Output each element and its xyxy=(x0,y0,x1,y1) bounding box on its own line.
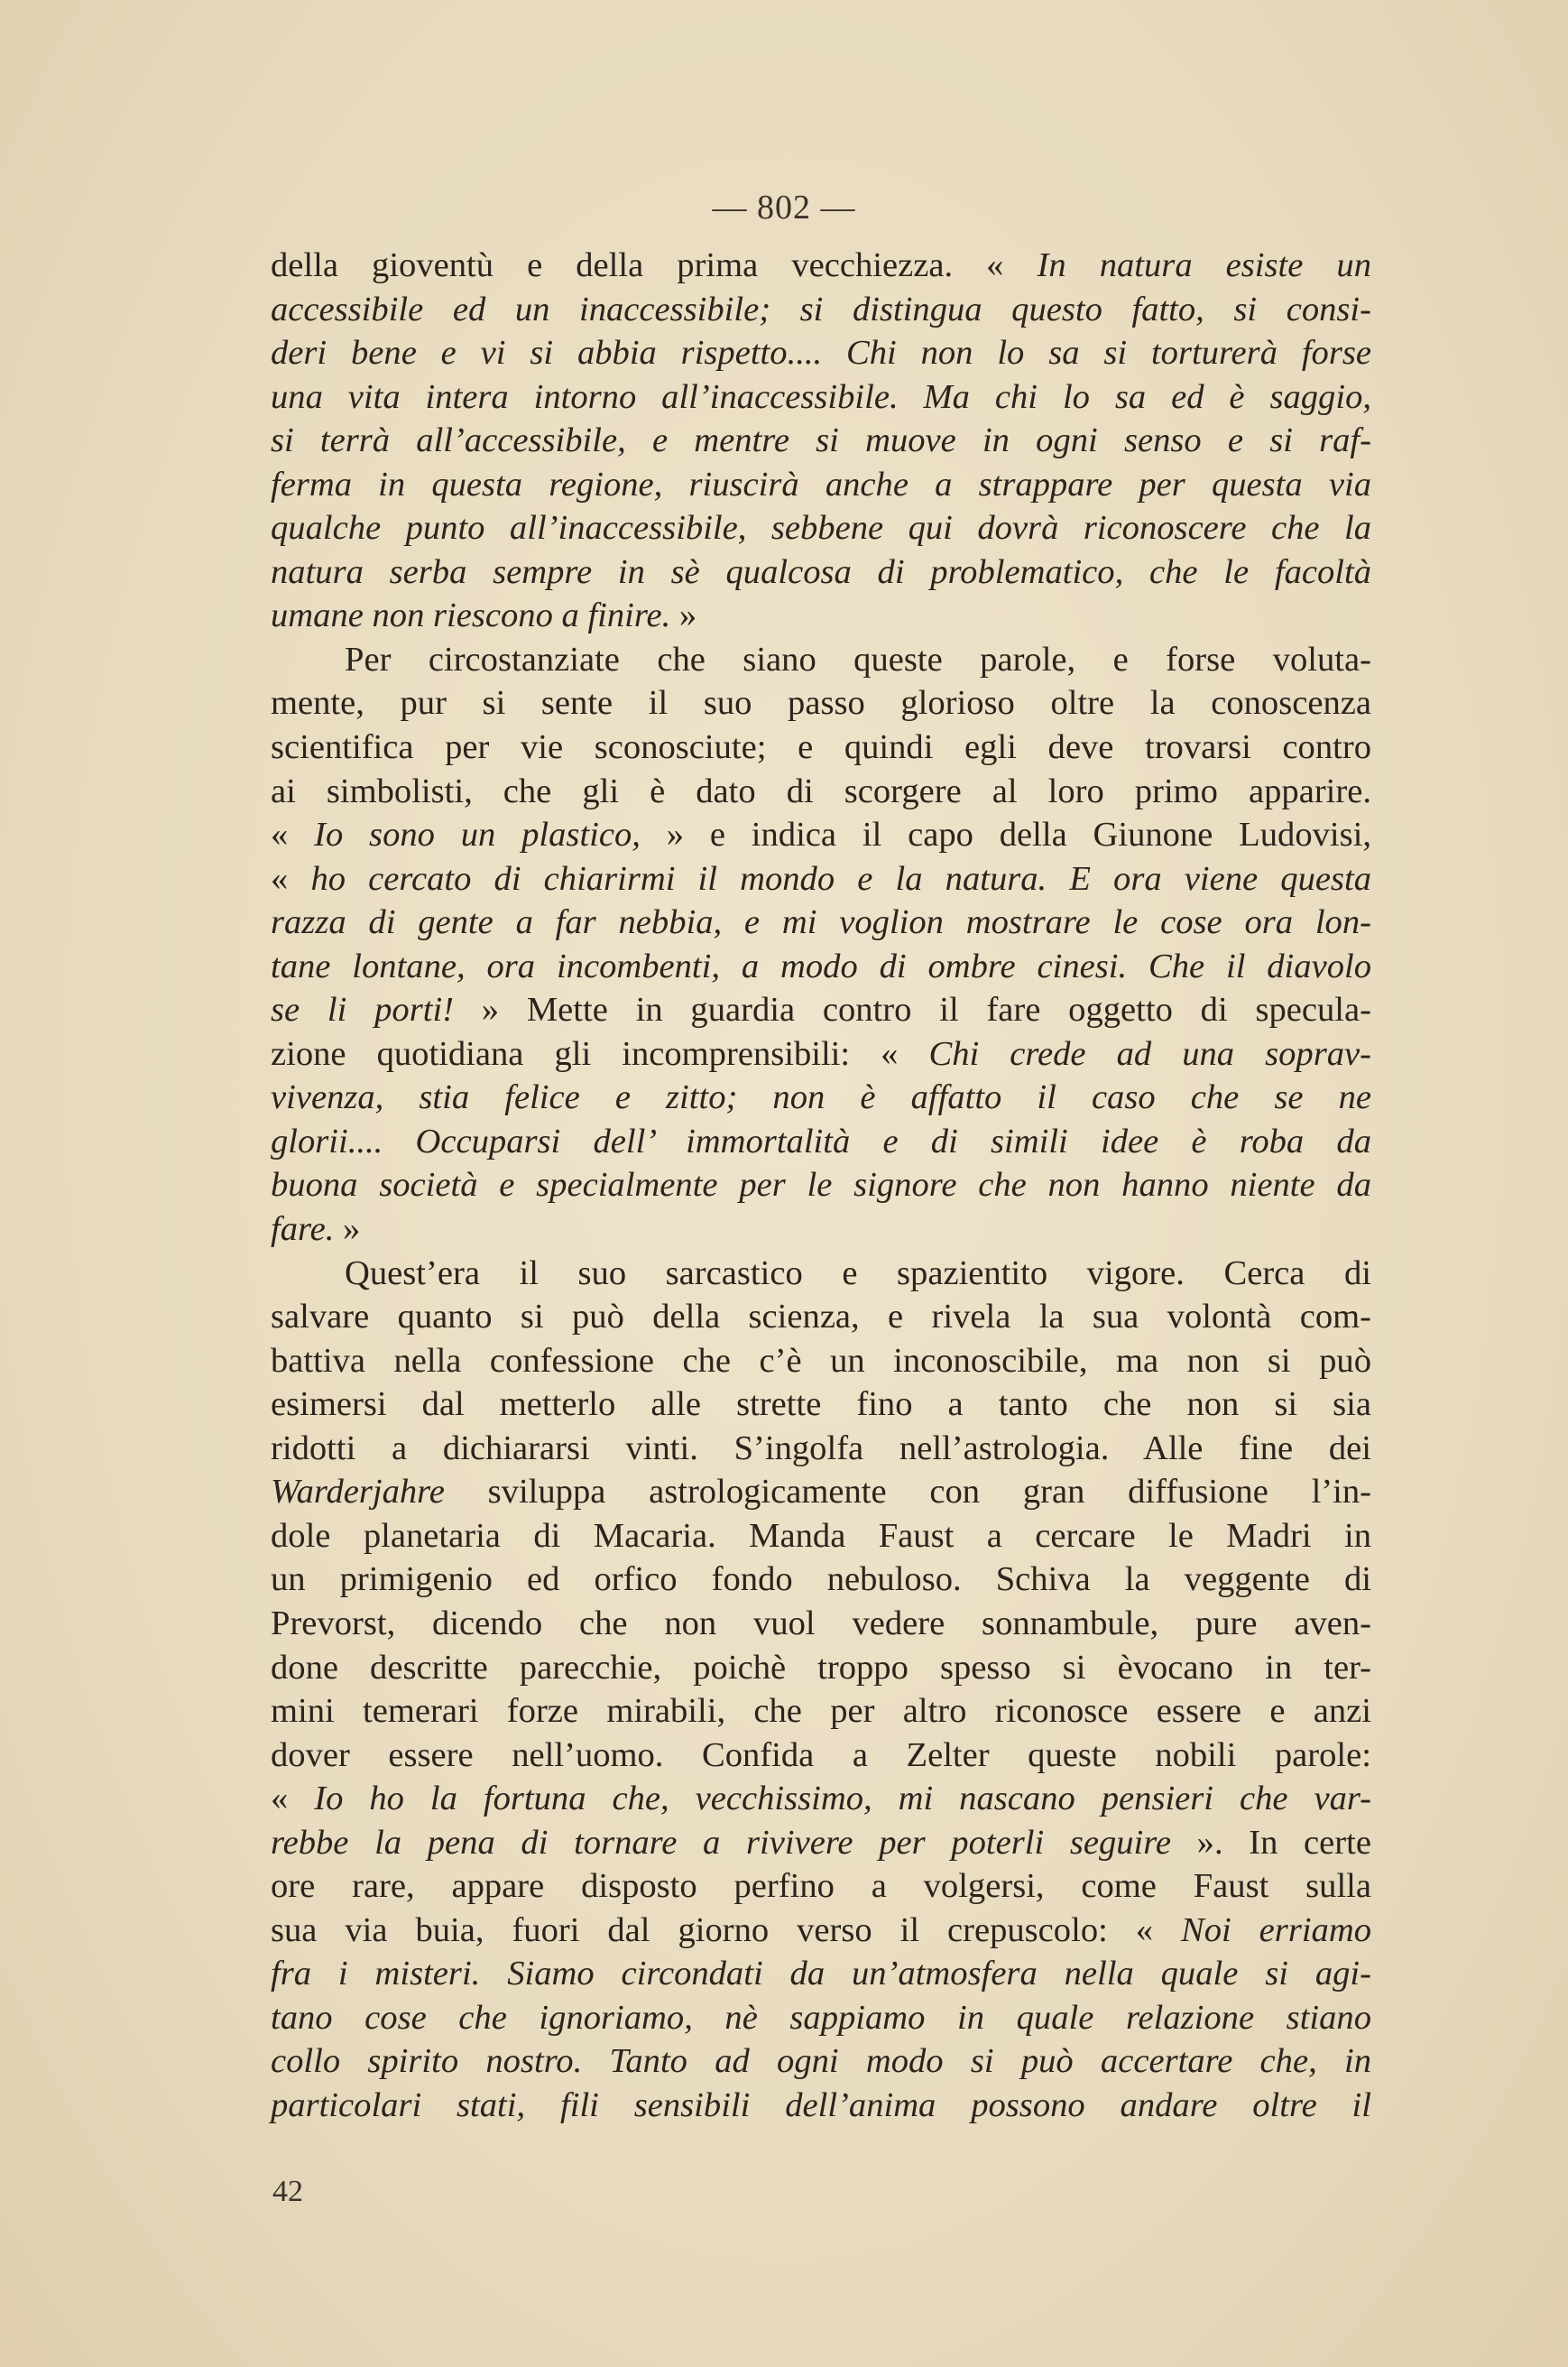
text-segment: ». In certe xyxy=(1170,1823,1371,1862)
text-line xyxy=(271,638,1371,682)
text-line xyxy=(271,857,1371,901)
text-line xyxy=(271,288,1371,332)
text-segment: » Mette in guardia contro il fare oggetto di specula- xyxy=(454,991,1371,1030)
text-segment: » xyxy=(334,1210,361,1249)
text-line xyxy=(271,1427,1371,1471)
text-line xyxy=(271,813,1371,857)
italic-text-segment: Chi crede ad una soprav- xyxy=(928,1034,1371,1073)
text-line xyxy=(271,1952,1371,1996)
text-line xyxy=(271,988,1371,1032)
italic-text-segment: Io ho la fortuna che, vecchissimo, mi nascano pensieri che var- xyxy=(314,1780,1372,1818)
text-line xyxy=(271,506,1371,550)
italic-text-segment: fare. xyxy=(271,1210,335,1249)
italic-text-segment: particolari stati, fili sensibili dell’anima possono andare oltre il xyxy=(271,2085,1371,2124)
text-line xyxy=(271,1120,1371,1164)
italic-text-segment: Io sono un plastico, xyxy=(314,816,641,855)
italic-text-segment: In natura esiste un xyxy=(1037,246,1372,284)
text-segment: » e indica il capo della Giunone Ludovisi, xyxy=(640,816,1371,855)
text-segment: done descritte parecchie, poichè troppo spesso si èvocano in ter- xyxy=(271,1648,1371,1687)
italic-text-segment: tane lontane, ora incombenti, a modo di ombre cinesi. Che il diavolo xyxy=(271,947,1371,985)
text-segment: « xyxy=(271,859,311,898)
italic-text-segment: glorii.... Occuparsi dell’ immortalità e di simili idee è roba da xyxy=(271,1122,1371,1160)
text-line xyxy=(271,1470,1371,1514)
italic-text-segment: qualche punto all’inaccessibile, sebbene qui dovrà riconoscere che la xyxy=(271,509,1371,548)
text-line xyxy=(271,2084,1371,2128)
text-line xyxy=(271,1909,1371,1953)
text-segment: sua via buia, fuori dal giorno verso il crepuscolo: « xyxy=(271,1910,1181,1949)
text-line xyxy=(271,1821,1371,1865)
italic-text-segment: natura serba sempre in sè qualcosa di problematico, che le facoltà xyxy=(271,552,1371,591)
text-line xyxy=(271,1996,1371,2040)
text-line xyxy=(271,1864,1371,1909)
text-segment: Per circostanziate che siano queste parole, e forse voluta- xyxy=(345,640,1371,679)
text-line xyxy=(271,1558,1371,1602)
text-line xyxy=(271,945,1371,989)
text-line xyxy=(271,1295,1371,1339)
text-line xyxy=(271,1076,1371,1120)
text-line xyxy=(271,244,1371,288)
text-line xyxy=(271,594,1371,638)
text-segment: battiva nella confessione che c’è un inconoscibile, ma non si può xyxy=(271,1341,1371,1380)
text-segment: « xyxy=(271,1780,315,1818)
text-line xyxy=(271,419,1371,463)
italic-text-segment: tano cose che ignoriamo, nè sappiamo in quale relazione stiano xyxy=(271,1998,1371,2037)
text-line xyxy=(271,1777,1371,1821)
text-line xyxy=(271,463,1371,507)
italic-text-segment: umane non riescono a finire. xyxy=(271,596,671,635)
italic-text-segment: Warderjahre xyxy=(271,1473,445,1512)
italic-text-segment: Noi erriamo xyxy=(1181,1910,1371,1949)
text-line xyxy=(271,375,1371,420)
italic-text-segment: accessibile ed un inaccessibile; si distingua questo fatto, si consi- xyxy=(271,290,1371,328)
italic-text-segment: ferma in questa regione, riuscirà anche a strappare per questa via xyxy=(271,465,1371,504)
italic-text-segment: buona società e specialmente per le signore che non hanno niente da xyxy=(271,1166,1371,1205)
body-text xyxy=(271,244,1371,2128)
text-line xyxy=(271,1734,1371,1778)
text-segment: ore rare, appare disposto perfino a volgersi, come Faust sulla xyxy=(271,1867,1371,1906)
text-segment: » xyxy=(670,596,697,635)
text-line xyxy=(271,681,1371,726)
text-segment: « xyxy=(271,816,315,855)
italic-text-segment: ho cercato di chiarirmi il mondo e la natura. E ora viene questa xyxy=(310,859,1371,898)
text-segment: ai simbolisti, che gli è dato di scorgere al loro primo apparire. xyxy=(271,772,1371,810)
text-line xyxy=(271,1646,1371,1690)
text-segment: ridotti a dichiararsi vinti. S’ingolfa nell’astrologia. Alle fine dei xyxy=(271,1429,1371,1467)
italic-text-segment: rebbe la pena di tornare a rivivere per poterli seguire xyxy=(271,1823,1171,1862)
text-line xyxy=(271,726,1371,770)
text-line xyxy=(271,1689,1371,1734)
text-line xyxy=(271,550,1371,595)
italic-text-segment: razza di gente a far nebbia, e mi voglion mostrare le cose ora lon- xyxy=(271,903,1371,942)
italic-text-segment: si terrà all’accessibile, e mentre si muove in ogni senso e si raf- xyxy=(271,421,1371,460)
italic-text-segment: vivenza, stia felice e zitto; non è affatto il caso che se ne xyxy=(271,1078,1371,1117)
text-segment: della gioventù e della prima vecchiezza. « xyxy=(271,246,1038,284)
text-line xyxy=(271,1252,1371,1296)
text-segment: esimersi dal metterlo alle strette fino a tanto che non si sia xyxy=(271,1385,1371,1424)
text-line xyxy=(271,331,1371,375)
italic-text-segment: fra i misteri. Siamo circondati da un’atmosfera nella quale si agi- xyxy=(271,1955,1371,1993)
text-line xyxy=(271,1207,1371,1252)
text-segment: dover essere nell’uomo. Confida a Zelter queste nobili parole: xyxy=(271,1735,1371,1774)
text-line xyxy=(271,1602,1371,1646)
italic-text-segment: una vita intera intorno all’inaccessibile. Ma chi lo sa ed è saggio, xyxy=(271,377,1371,416)
italic-text-segment: collo spirito nostro. Tanto ad ogni modo si può accertare che, in xyxy=(271,2042,1371,2081)
text-segment: sviluppa astrologicamente con gran diffusione l’in- xyxy=(444,1473,1371,1512)
text-line xyxy=(271,1163,1371,1207)
text-segment: scientifica per vie sconosciute; e quindi egli deve trovarsi contro xyxy=(271,728,1371,767)
text-segment: dole planetaria di Macaria. Manda Faust a cercare le Madri in xyxy=(271,1516,1371,1555)
text-line xyxy=(271,770,1371,814)
text-line xyxy=(271,1339,1371,1383)
signature-mark: 42 xyxy=(272,2175,303,2208)
italic-text-segment: se li porti! xyxy=(271,991,455,1030)
text-segment: mente, pur si sente il suo passo glorioso oltre la conoscenza xyxy=(271,684,1371,723)
text-segment: zione quotidiana gli incomprensibili: « xyxy=(271,1034,929,1073)
text-line xyxy=(271,901,1371,945)
text-segment: Quest’era il suo sarcastico e spazientito vigore. Cerca di xyxy=(345,1253,1371,1292)
italic-text-segment: deri bene e vi si abbia rispetto.... Chi non lo sa si torturerà forse xyxy=(271,334,1371,373)
text-line xyxy=(271,1032,1371,1077)
text-segment: mini temerari forze mirabili, che per altro riconosce essere e anzi xyxy=(271,1692,1371,1731)
page-number: — 802 — xyxy=(712,189,856,227)
text-segment: Prevorst, dicendo che non vuol vedere sonnambule, pure aven- xyxy=(271,1604,1371,1642)
text-line xyxy=(271,2039,1371,2084)
text-line xyxy=(271,1514,1371,1558)
text-line xyxy=(271,1382,1371,1427)
text-segment: salvare quanto si può della scienza, e rivela la sua volontà com- xyxy=(271,1298,1371,1336)
text-segment: un primigenio ed orfico fondo nebuloso. Schiva la veggente di xyxy=(271,1560,1371,1599)
